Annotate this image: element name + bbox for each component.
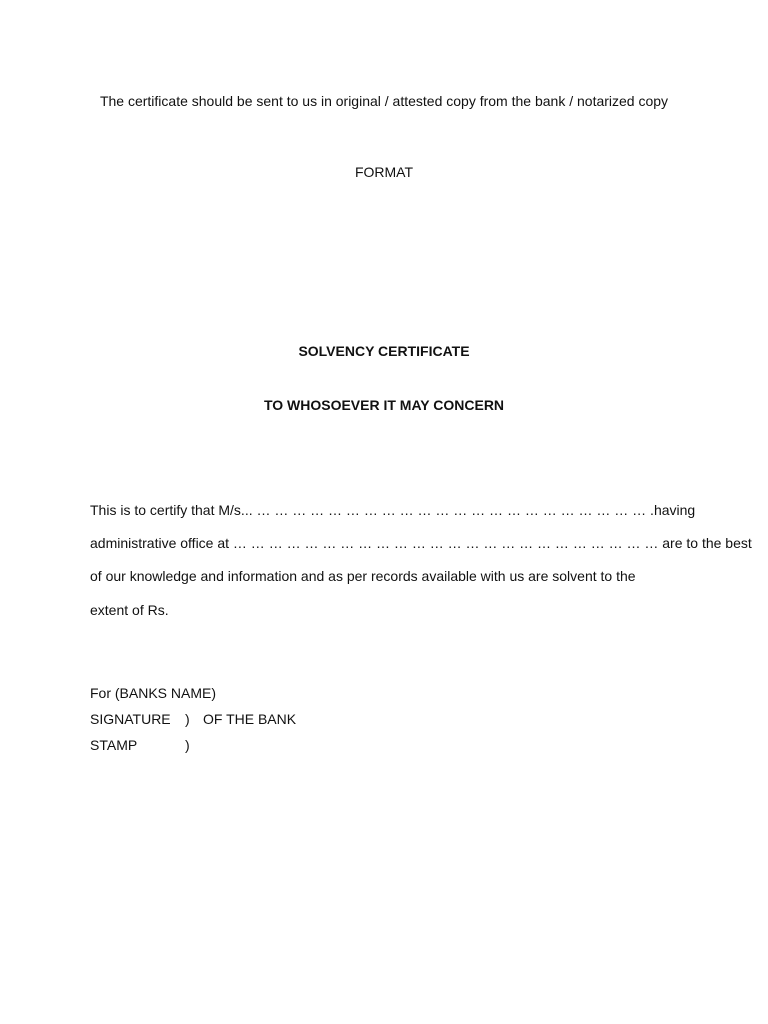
signature-line xyxy=(90,710,296,729)
body-line: This is to certify that M/s... … … … … … … … … … … … … … … … … … … … … … … .having xyxy=(90,502,696,518)
signature-label: SIGNATURE xyxy=(90,711,171,727)
format-label: FORMAT xyxy=(354,164,414,180)
certificate-title: SOLVENCY CERTIFICATE xyxy=(298,343,470,359)
body-line: extent of Rs. xyxy=(90,602,169,618)
stamp-bracket: ) xyxy=(185,737,190,753)
body-line: administrative office at … … … … … … … … … … … … … … … … … … … … … … … … are to the best xyxy=(90,535,752,551)
stamp-label: STAMP xyxy=(90,737,138,753)
instruction-note: The certificate should be sent to us in original / attested copy from the bank / notarized copy xyxy=(99,93,669,109)
stamp-line xyxy=(90,736,190,755)
for-bank-line: For (BANKS NAME) xyxy=(90,685,217,701)
of-the-bank-label: OF THE BANK xyxy=(203,711,297,727)
signature-bracket: ) xyxy=(185,711,190,727)
body-line: of our knowledge and information and as per records available with us are solvent to the xyxy=(90,568,636,584)
certificate-addressee: TO WHOSOEVER IT MAY CONCERN xyxy=(263,397,505,413)
